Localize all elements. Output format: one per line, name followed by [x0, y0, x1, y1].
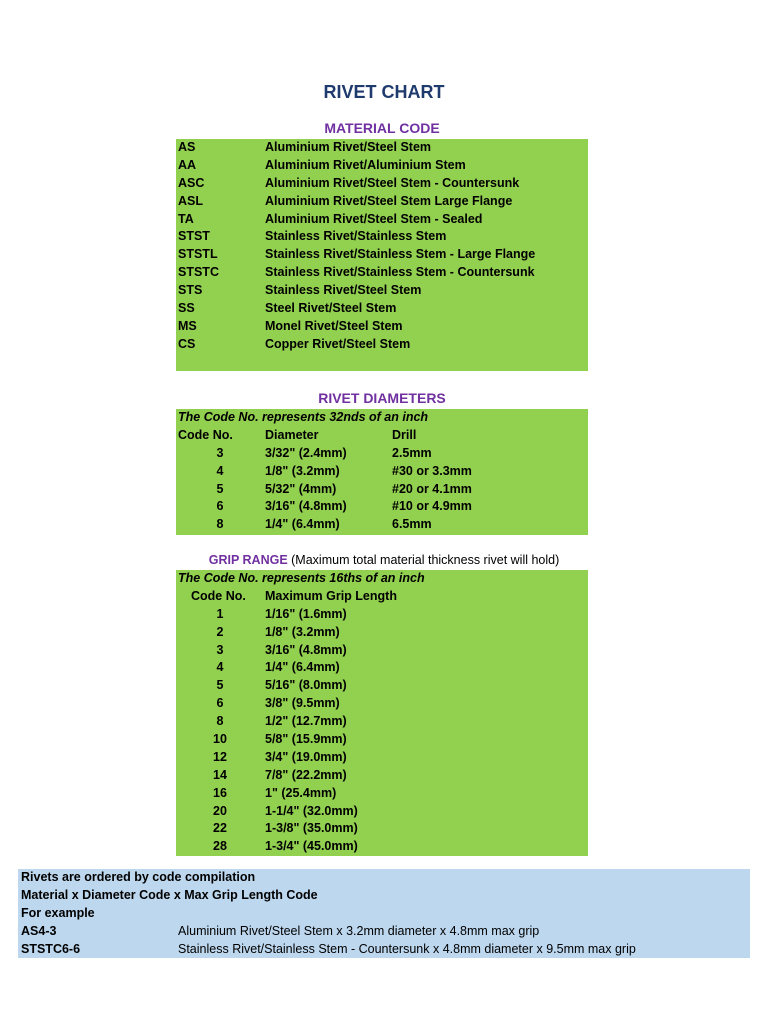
grip-code: 8: [216, 714, 224, 729]
material-code: SS: [178, 301, 195, 316]
grip-row: [176, 677, 588, 695]
material-code: STS: [178, 283, 203, 298]
material-code: STST: [178, 229, 210, 244]
ordering-line-1: Rivets are ordered by code compilation: [21, 870, 256, 884]
material-row: [176, 300, 588, 318]
grip-length: 5/16" (8.0mm): [265, 678, 347, 693]
grip-row: [176, 803, 588, 821]
material-code: AA: [178, 157, 197, 172]
material-row: [176, 211, 588, 229]
diameter-value: 1/4" (6.4mm): [265, 517, 340, 532]
diameter-code: 6: [216, 499, 224, 514]
grip-length: 1-3/8" (35.0mm): [265, 821, 358, 836]
grip-row: [176, 820, 588, 838]
diameters-col-code: Code No.: [178, 427, 233, 442]
diameter-row: [176, 463, 588, 481]
diameters-col-drill: Drill: [392, 427, 417, 442]
grip-length: 1/8" (3.2mm): [265, 624, 340, 639]
material-row: [176, 264, 588, 282]
grip-row: [176, 713, 588, 731]
grip-code: 16: [213, 785, 227, 800]
page-title: RIVET CHART: [323, 82, 445, 102]
grip-code: 22: [213, 821, 227, 836]
grip-code: 14: [213, 767, 227, 782]
material-description: Aluminium Rivet/Steel Stem Large Flange: [265, 193, 513, 208]
grip-col-code: Code No.: [191, 588, 246, 603]
diameters-col-diameter: Diameter: [265, 427, 319, 442]
grip-length: 3/8" (9.5mm): [265, 696, 340, 711]
drill-value: #10 or 4.9mm: [392, 499, 472, 514]
grip-row: [176, 731, 588, 749]
grip-range-title: GRIP RANGE: [208, 553, 288, 567]
example-row: [18, 923, 750, 941]
example-description: Aluminium Rivet/Steel Stem x 3.2mm diameter x 4.8mm max grip: [178, 923, 540, 938]
diameter-code: 8: [216, 517, 224, 532]
grip-note: The Code No. represents 16ths of an inch: [178, 571, 425, 585]
grip-length: 1-3/4" (45.0mm): [265, 839, 358, 854]
drill-value: #30 or 3.3mm: [392, 463, 472, 478]
grip-row: [176, 606, 588, 624]
grip-row: [176, 785, 588, 803]
grip-row: [176, 642, 588, 660]
grip-code: 1: [216, 606, 224, 621]
material-description: Stainless Rivet/Stainless Stem - Countersunk: [265, 265, 535, 280]
grip-code: 5: [216, 678, 224, 693]
diameter-code: 3: [216, 445, 224, 460]
material-row: [176, 175, 588, 193]
grip-row: [176, 838, 588, 856]
grip-length: 1/16" (1.6mm): [265, 606, 347, 621]
diameter-value: 3/16" (4.8mm): [265, 499, 347, 514]
material-description: Stainless Rivet/Stainless Stem: [265, 229, 447, 244]
grip-code: 3: [216, 642, 224, 657]
material-code-table: [176, 139, 588, 371]
material-code: AS: [178, 140, 196, 154]
grip-row: [176, 624, 588, 642]
drill-value: 2.5mm: [392, 445, 432, 460]
grip-code: 10: [213, 732, 227, 747]
material-code: STSTL: [178, 247, 218, 262]
material-row: [176, 157, 588, 175]
material-description: Stainless Rivet/Steel Stem: [265, 283, 422, 298]
grip-row: [176, 767, 588, 785]
grip-code: 20: [213, 803, 227, 818]
example-code: AS4-3: [21, 923, 57, 938]
ordering-line-3: For example: [21, 905, 95, 920]
drill-value: 6.5mm: [392, 517, 432, 532]
diameter-row: [176, 481, 588, 499]
grip-length: 7/8" (22.2mm): [265, 767, 347, 782]
grip-range-description: (Maximum total material thickness rivet will hold): [287, 553, 560, 567]
material-code-heading: MATERIAL CODE: [324, 120, 440, 136]
example-code: STSTC6-6: [21, 941, 81, 956]
material-code: STSTC: [178, 265, 219, 280]
rivet-diameters-table: [176, 409, 588, 535]
material-row: [176, 139, 588, 157]
material-description: Aluminium Rivet/Aluminium Stem: [265, 157, 466, 172]
grip-range-table: [176, 570, 588, 856]
grip-length: 1/2" (12.7mm): [265, 714, 347, 729]
diameter-value: 5/32" (4mm): [265, 481, 337, 496]
ordering-box: [18, 869, 750, 958]
grip-length: 1-1/4" (32.0mm): [265, 803, 358, 818]
material-description: Steel Rivet/Steel Stem: [265, 301, 397, 316]
grip-col-length: Maximum Grip Length: [265, 588, 397, 603]
material-row: [176, 336, 588, 354]
diameter-code: 4: [216, 463, 224, 478]
material-code: ASL: [178, 193, 203, 208]
grip-code: 6: [216, 696, 224, 711]
material-code: CS: [178, 336, 196, 351]
material-row: [176, 193, 588, 211]
example-row: [18, 941, 750, 959]
grip-code: 2: [216, 624, 224, 639]
grip-length: 3/16" (4.8mm): [265, 642, 347, 657]
material-code: MS: [178, 318, 197, 333]
material-description: Aluminium Rivet/Steel Stem - Sealed: [265, 211, 483, 226]
ordering-line-2: Material x Diameter Code x Max Grip Length Code: [21, 887, 318, 902]
diameter-code: 5: [216, 481, 224, 496]
diameter-row: [176, 498, 588, 516]
material-row: [176, 318, 588, 336]
material-description: Monel Rivet/Steel Stem: [265, 318, 403, 333]
material-description: Aluminium Rivet/Steel Stem: [265, 140, 432, 154]
diameter-row: [176, 445, 588, 463]
grip-range-heading: [0, 553, 768, 567]
grip-length: 3/4" (19.0mm): [265, 749, 347, 764]
grip-length: 1" (25.4mm): [265, 785, 337, 800]
diameter-value: 3/32" (2.4mm): [265, 445, 347, 460]
diameter-row: [176, 516, 588, 534]
material-code: ASC: [178, 175, 205, 190]
material-description: Copper Rivet/Steel Stem: [265, 336, 411, 351]
diameters-note: The Code No. represents 32nds of an inch: [178, 410, 429, 424]
material-row: [176, 246, 588, 264]
drill-value: #20 or 4.1mm: [392, 481, 472, 496]
material-row: [176, 282, 588, 300]
example-description: Stainless Rivet/Stainless Stem - Countersunk x 4.8mm diameter x 9.5mm max grip: [178, 941, 636, 956]
grip-code: 12: [213, 749, 227, 764]
grip-length: 5/8" (15.9mm): [265, 732, 347, 747]
rivet-diameters-heading: RIVET DIAMETERS: [318, 390, 446, 406]
material-row: [176, 228, 588, 246]
grip-row: [176, 695, 588, 713]
material-description: Aluminium Rivet/Steel Stem - Countersunk: [265, 175, 520, 190]
grip-code: 28: [213, 839, 227, 854]
grip-length: 1/4" (6.4mm): [265, 660, 340, 675]
diameter-value: 1/8" (3.2mm): [265, 463, 340, 478]
grip-row: [176, 749, 588, 767]
grip-code: 4: [216, 660, 224, 675]
grip-row: [176, 659, 588, 677]
material-description: Stainless Rivet/Stainless Stem - Large Flange: [265, 247, 536, 262]
material-code: TA: [178, 211, 194, 226]
